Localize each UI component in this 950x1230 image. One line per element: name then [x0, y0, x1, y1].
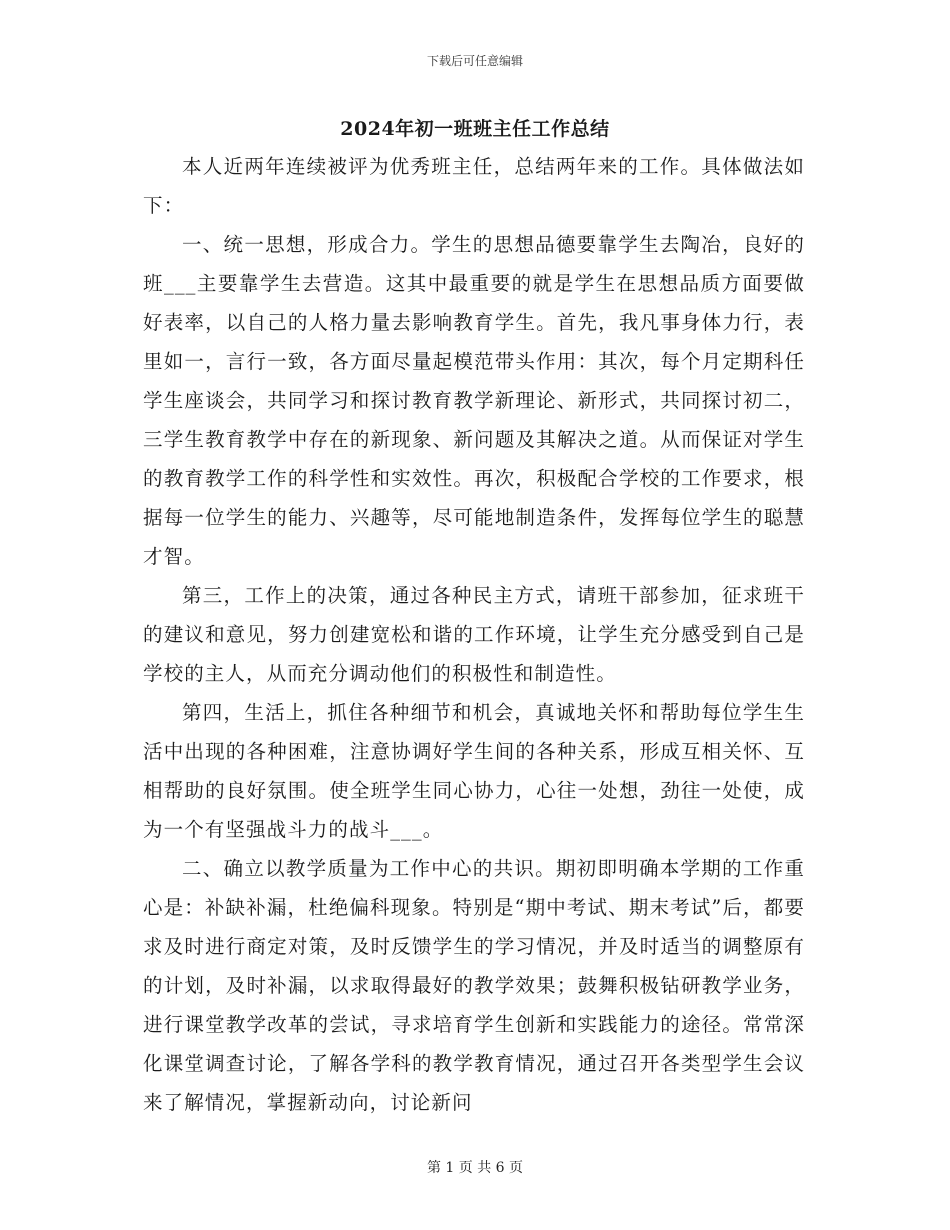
document-body: [143, 147, 805, 1122]
paragraph-third: 第三，工作上的决策，通过各种民主方式，请班干部参加，征求班干的建议和意见，努力创建宽松和谐的工作环境，让学生充分感受到自己是学校的主人，从而充分调动他们的积极性和制造性。: [143, 584, 805, 685]
page-number: 第 1 页 共 6 页: [426, 1160, 524, 1176]
header-note: 下载后可任意编辑: [426, 54, 523, 68]
document-title: 2024年初一班班主任工作总结: [340, 118, 610, 140]
paragraph-intro: 本人近两年连续被评为优秀班主任，总结两年来的工作。具体做法如下：: [143, 155, 805, 217]
paragraph-section-one: 一、统一思想，形成合力。学生的思想品德要靠学生去陶冶，良好的班___主要靠学生去营造。这其中最重要的就是学生在思想品质方面要做好表率，以自己的人格力量去影响教育学生。首先，我凡事身体力行，表里如一，言行一致，各方面尽量起模范带头作用：其次，每个月定期科任学生座谈会，共同学习和探讨教育教学新理论、新形式，共同探讨初二，三学生教育教学中存在的新现象、新问题及其解决之道。从而保证对学生的教育教学工作的科学性和实效性。再次，积极配合学校的工作要求，根据每一位学生的能力、兴趣等，尽可能地制造条件，发挥每位学生的聪慧才智。: [143, 233, 805, 568]
paragraph-section-two: 二、确立以教学质量为工作中心的共识。期初即明确本学期的工作重心是：补缺补漏，杜绝偏科现象。特别是“期中考试、期末考试”后，都要求及时进行商定对策，及时反馈学生的学习情况，并及时适当的调整原有的计划，及时补漏，以求取得最好的教学效果；鼓舞积极钻研教学业务，进行课堂教学改革的尝试，寻求培育学生创新和实践能力的途径。常常深化课堂调查讨论，了解各学科的教学教育情况，通过召开各类型学生会议来了解情况，掌握新动向，讨论新问: [143, 857, 805, 1114]
paragraph-fourth: 第四，生活上，抓住各种细节和机会，真诚地关怀和帮助每位学生生活中出现的各种困难，注意协调好学生间的各种关系，形成互相关怀、互相帮助的良好氛围。使全班学生同心协力，心往一处想，劲往一处使，成为一个有坚强战斗力的战斗___。: [143, 701, 805, 841]
